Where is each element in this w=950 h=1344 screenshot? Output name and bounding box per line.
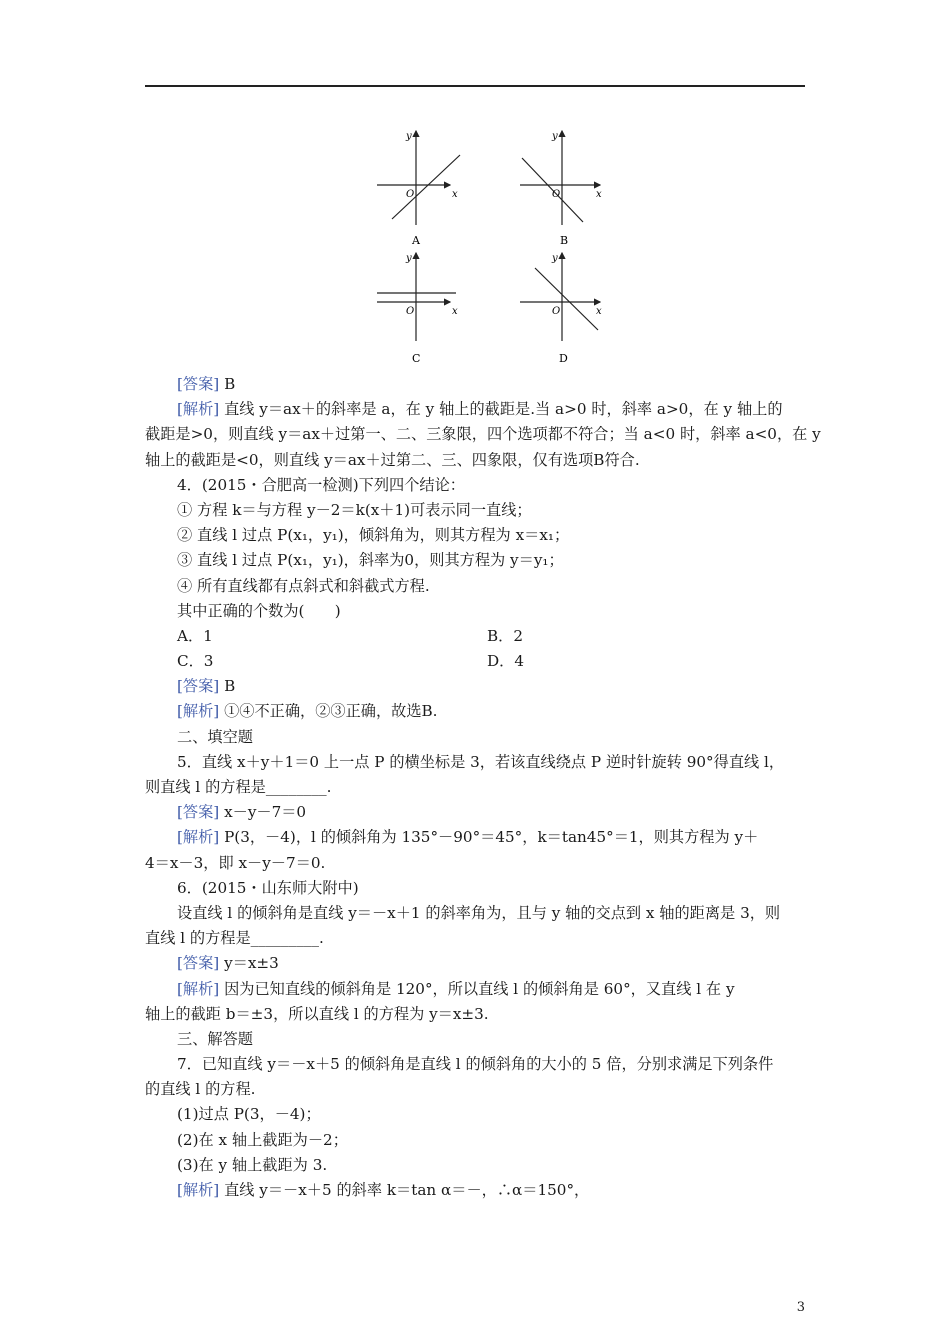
q4-item-2: ② 直线 l 过点 P(x₁，y₁)，倾斜角为，则其方程为 x＝x₁； <box>177 526 570 545</box>
header-rule <box>145 85 805 87</box>
graph-b-y-label: y <box>552 131 558 142</box>
answer-value: B <box>224 677 236 696</box>
graph-a-y-label: y <box>406 131 412 142</box>
q5-stem-line-2: 则直线 l 的方程是________. <box>145 778 332 796</box>
graph-a <box>377 131 460 225</box>
q4-item-3: ③ 直线 l 过点 P(x₁，y₁)，斜率为0，则其方程为 y＝y₁； <box>177 551 564 570</box>
q7-condition-3: (3)在 y 轴上截距为 3. <box>177 1155 328 1174</box>
graph-c-y-label: y <box>406 253 412 264</box>
q6-body-line-2: 直线 l 的方程是_________. <box>145 929 324 948</box>
q4-options-row-2 <box>145 649 810 674</box>
q5-stem-line-1: 5．直线 x＋y＋1＝0 上一点 P 的横坐标是 3，若该直线绕点 P 逆时针旋转 90°得直线 l， <box>177 752 785 771</box>
q4-options-row-1 <box>145 624 810 649</box>
graph-d-caption: D <box>559 352 568 365</box>
q5-analysis-line-2: 4＝x－3，即 x－y－7＝0. <box>145 853 326 872</box>
graph-d-x-label: x <box>596 306 602 317</box>
q4-item-1: ① 方程 k＝与方程 y－2＝k(x＋1)可表示同一直线； <box>177 500 532 519</box>
analysis-tag: [解析] <box>177 1181 220 1199</box>
q4-item-4: ④ 所有直线都有点斜式和斜截式方程. <box>177 576 430 595</box>
graph-c <box>377 253 456 341</box>
q6-analysis-line-1: [解析] 因为已知直线的倾斜角是 120°，所以直线 l 的倾斜角是 60°，又直线 l 在 y <box>177 979 735 998</box>
page-number: 3 <box>796 1300 805 1315</box>
q7-stem-line-1: 7．已知直线 y＝－x＋5 的倾斜角是直线 l 的倾斜角的大小的 5 倍，分别求满足下列条件 <box>177 1055 774 1074</box>
analysis-tag: [解析] <box>177 702 220 721</box>
q4-analysis: [解析] ①④不正确，②③正确，故选B. <box>177 702 438 721</box>
graph-b-origin: O <box>552 189 561 200</box>
answer-tag: [答案] <box>177 954 220 973</box>
q6-stem: 6．(2015・山东师大附中) <box>177 878 359 897</box>
q6-analysis-line-2: 轴上的截距 b＝±3，所以直线 l 的方程为 y＝x±3. <box>145 1004 489 1023</box>
option-c: C．3 <box>177 652 214 671</box>
graph-a-caption: A <box>412 234 420 247</box>
q3-answer <box>145 372 810 397</box>
q7-stem-line-2: 的直线 l 的方程. <box>145 1080 256 1099</box>
answer-value: y＝x±3 <box>224 954 279 973</box>
graph-a-origin: O <box>406 189 415 200</box>
graph-c-origin: O <box>406 306 415 317</box>
analysis-tag: [解析] <box>177 400 220 419</box>
answer-tag: [答案] <box>177 803 220 822</box>
graph-c-x-label: x <box>452 306 458 317</box>
q7-condition-2: (2)在 x 轴上截距为－2； <box>177 1130 348 1149</box>
q3-analysis-line-1: [解析] 直线 y＝ax＋的斜率是 a，在 y 轴上的截距是.当 a>0 时，斜率 a>0，在 y 轴上的 <box>177 400 783 419</box>
graph-c-caption: C <box>412 352 421 365</box>
q3-analysis-line-2: 截距是>0，则直线 y＝ax＋过第一、二、三象限，四个选项都不符合；当 a<0 时，斜率 a<0，在 y <box>145 425 821 444</box>
section-solution-heading: 三、解答题 <box>177 1029 253 1048</box>
graph-d-origin: O <box>552 306 561 317</box>
q7-condition-1: (1)过点 P(3，－4)； <box>177 1105 321 1124</box>
q6-body-line-1: 设直线 l 的倾斜角是直线 y＝－x＋1 的斜率角为，且与 y 轴的交点到 x 轴的距离是 3，则 <box>177 903 781 922</box>
graph-figure-svg <box>370 125 610 375</box>
q6-answer <box>145 951 810 976</box>
option-d: D．4 <box>487 652 525 671</box>
answer-value: B <box>224 375 236 393</box>
analysis-tag: [解析] <box>177 828 220 847</box>
option-a: A．1 <box>177 626 213 645</box>
q7-analysis: [解析] 直线 y＝－x＋5 的斜率 k＝tan α＝－，∴α＝150°， <box>177 1181 590 1199</box>
document-body <box>145 372 821 1203</box>
graph-b-x-label: x <box>596 189 602 200</box>
figure-four-lines <box>370 125 610 375</box>
q5-answer <box>145 800 810 825</box>
q4-stem: 4．(2015・合肥高一检测)下列四个结论： <box>177 475 465 494</box>
answer-value: x－y－7＝0 <box>224 803 307 822</box>
analysis-tag: [解析] <box>177 979 220 998</box>
answer-tag: [答案] <box>177 375 220 393</box>
graph-b-caption: B <box>560 234 569 247</box>
section-fill-in-heading: 二、填空题 <box>177 727 253 746</box>
q4-answer <box>145 674 810 699</box>
q4-question: 其中正确的个数为( ) <box>177 601 341 620</box>
graph-d-y-label: y <box>552 253 558 264</box>
graph-b <box>520 131 600 225</box>
q5-analysis-line-1: [解析] P(3，－4)，l 的倾斜角为 135°－90°＝45°，k＝tan45°＝1，则其方程为 y＋ <box>177 828 759 847</box>
graph-d <box>520 253 600 341</box>
q3-analysis-line-3: 轴上的截距是<0，则直线 y＝ax＋过第二、三、四象限，仅有选项B符合. <box>145 450 640 469</box>
option-b: B．2 <box>487 626 524 645</box>
answer-tag: [答案] <box>177 677 220 696</box>
graph-a-x-label: x <box>452 189 458 200</box>
